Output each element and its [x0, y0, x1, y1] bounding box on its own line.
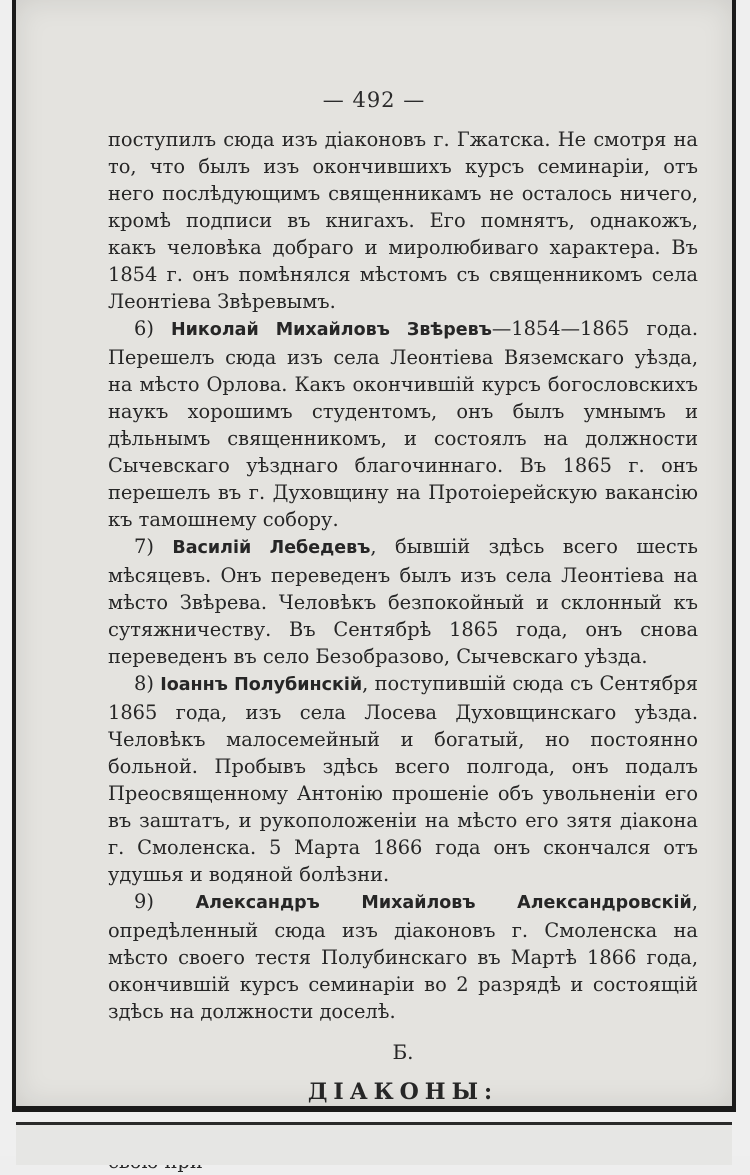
next-page-edge	[16, 1122, 732, 1165]
scanned-page	[16, 0, 732, 1106]
entry-text: , опредѣленный сюда изъ діаконовъ г. Смоленска на мѣсто своего тестя Полубинскаго въ Мартѣ 1866 года, окончившій курсъ семинаріи во 2 разрядѣ и состоящій здѣсь на должности доселѣ.	[108, 890, 698, 1023]
section-letter: Б.	[392, 1040, 414, 1064]
entry-paragraph	[108, 315, 698, 533]
page-number: — 492 —	[322, 88, 426, 112]
entry-number: 9)	[134, 890, 196, 913]
entry-name: Іоаннъ Полубинскій	[160, 675, 363, 695]
section-title: ДІАКОНЫ:	[307, 1079, 499, 1105]
entry-name: Василій Лебедевъ	[172, 538, 371, 558]
entry-number: 6)	[134, 317, 172, 340]
entry-number: 7)	[134, 535, 173, 558]
entry-text: , бывшій здѣсь всего шесть мѣсяцевъ. Онъ переведенъ былъ изъ села Леонтіева на мѣсто Звѣрева. Человѣкъ безпокойный и склонный къ сутяжничеству. Въ Сентябрѣ 1865 года, онъ снова переведенъ въ село Безобразово, Сычевскаго уѣзда.	[108, 535, 698, 668]
entry-name: Николай Михайловъ Звѣревъ	[171, 320, 492, 340]
entry-number: 8)	[134, 672, 161, 695]
page-text	[108, 126, 698, 1175]
entry-text: , поступившій сюда съ Сентября 1865 года, изъ села Лосева Духовщинскаго уѣзда. Человѣкъ малосемейный и богатый, но постоянно больной. Пробывъ здѣсь всего полгода, онъ подалъ Преосвященному Антонію прошеніе объ увольненіи его въ заштатъ, и рукоположеніи на мѣсто его зятя діакона г. Смоленска. 5 Марта 1866 года онъ скончался отъ удушья и водяной болѣзни.	[108, 672, 698, 886]
entry-paragraph	[108, 533, 698, 670]
entry-paragraph	[108, 670, 698, 888]
entry-name: Александръ Михайловъ Александровскій	[195, 893, 692, 913]
entry-text: —1854—1865 года. Перешелъ сюда изъ села Леонтіева Вяземскаго уѣзда, на мѣсто Орлова. Какъ окончившій курсъ богословскихъ наукъ хорошимъ студентомъ, онъ былъ умнымъ и дѣльнымъ священникомъ, и состоялъ на должности Сычевскаго уѣзднаго благочиннаго. Въ 1865 г. онъ перешелъ въ г. Духовщину на Протоіерейскую вакансію къ тамошнему собору.	[108, 317, 698, 531]
intro-paragraph: поступилъ сюда изъ діаконовъ г. Гжатска. Не смотря на то, что былъ изъ окончившихъ курсъ семинаріи, отъ него послѣдующимъ священникамъ не осталось ничего, кромѣ подписи въ книгахъ. Его помнятъ, однакожъ, какъ человѣка добраго и миролюбиваго характера. Въ 1854 г. онъ помѣнялся мѣстомъ съ священникомъ села Леонтіева Звѣревымъ.	[108, 128, 698, 313]
entry-paragraph	[108, 888, 698, 1025]
